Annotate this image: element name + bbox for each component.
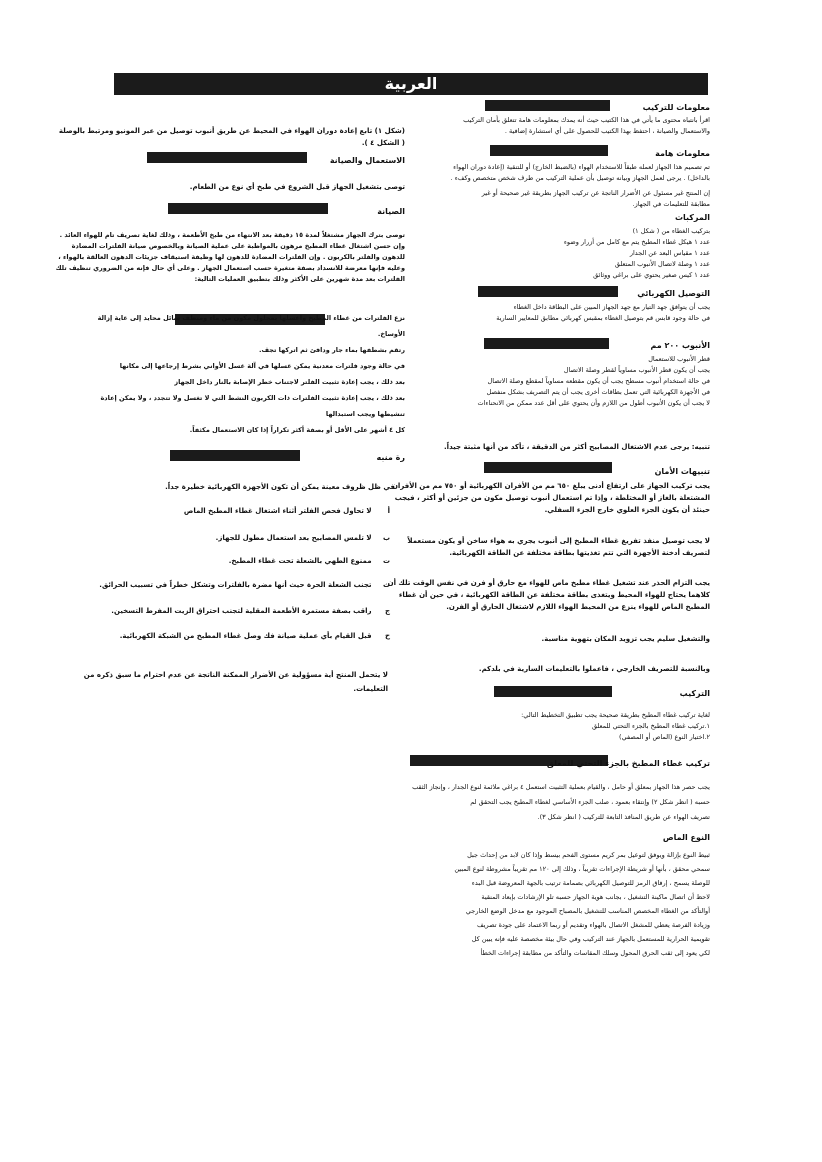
list-text: قبل القيام بأي عملية صيانة فك وصل غطاء المطبخ من الشبكة الكهربائية. bbox=[119, 632, 372, 640]
list-item bbox=[99, 581, 390, 589]
text-line: ٢.اختيار النوع (الماص أو المصفي) bbox=[619, 733, 710, 741]
paragraph-installation-steps bbox=[440, 710, 710, 743]
text-line: وإن حسن اشتغال غطاء المطبخ مرهون بالمواظبة على عملية الصيانة وبالخصوص صيانة الفلترات المضادة bbox=[71, 242, 405, 250]
heading-use-maintenance: الاستعمال والصيانة bbox=[329, 156, 405, 165]
heading-maintenance: الصيانة bbox=[377, 207, 405, 216]
text-line: وعليه فإنها معرضة للانسداد بصفة متغيرة حسب استعمال الجهاز . وعلى أي حال فإنه من الضروري تنظيف تلك bbox=[55, 264, 405, 272]
paragraph-ventilation: والتشغيل سليم يجب تزويد المكان بتهوية مناسبة. bbox=[541, 635, 710, 643]
text-line: رتقم بشطفها بماء جار ودافئ ثم اتركها تجف. bbox=[259, 346, 405, 354]
text-line: يجب تركيب الجهاز على ارتفاع أدنى يبلغ ٦٥٠ مم من الأفران الكهربائية أو ٧٥٠ مم من الأفران bbox=[391, 482, 710, 490]
paragraph-safety-burner bbox=[387, 577, 710, 613]
components-list bbox=[440, 226, 710, 281]
text-line: بعد ذلك ، يجب إعادة تثبيت الفلتر لاجتناب خطر الإصابة بالنار داخل الجهاز bbox=[174, 378, 405, 386]
text-line: تم تصميم هذا الجهاز لعمله طبقاً للاستخدام الهواء (بالضبط الخارج) أو للتنقية (إعادة دوران الهواء bbox=[453, 163, 710, 171]
heading-mount-under-cabinet: تركيب غطاء المطبخ بالجزء التحتي للمعلق bbox=[546, 759, 710, 768]
heading-installation: التركيب bbox=[679, 689, 710, 698]
paragraph-disclaimer bbox=[83, 668, 388, 696]
paragraph-important bbox=[440, 162, 710, 184]
list-text: راقب بصفة مستمرة الأطعمة المقلية لتجنب احتراق الزيت المفرط التسخين. bbox=[111, 607, 372, 615]
heading-extraction-type: النوع الماص bbox=[662, 833, 710, 842]
paragraph-safety-height bbox=[391, 480, 710, 516]
text-line: مطابقة للتعليمات في الجهاز. bbox=[632, 200, 710, 208]
text-line: لكي يعود إلى ثقب الحرق المحول وسلك المقاسات والتأكد من مطابقة إجراءات الخطأ bbox=[480, 949, 710, 957]
text-line: الأوساخ. bbox=[377, 330, 405, 338]
text-line: يجب أن يكون قطر الأنبوب مساوياً لقطر وصلة الاتصال bbox=[563, 366, 710, 374]
list-item bbox=[111, 607, 390, 615]
list-item bbox=[119, 632, 390, 640]
paragraph-recirculation bbox=[58, 125, 405, 149]
paragraph-mounting bbox=[412, 780, 710, 825]
heading-electrical: التوصيل الكهربائي bbox=[637, 289, 710, 298]
text-line: لا يتحمل المنتج أية مسؤولية عن الأضرار الممكنة الناتجة عن عدم احترام ما سبق ذكره من bbox=[83, 671, 388, 679]
text-line: بالداخل) . يرجى لعمل الجهاز وبيانه توصيل بأن عملية التركيب من طرف شخص متخصص وكفء . bbox=[450, 174, 710, 182]
warning-lamps: تنبيه: يرجى عدم الاشتغال المصابيح أكثر من الدقيقة ، تأكد من أنها مثبتة جيداً. bbox=[444, 443, 710, 451]
text-line: وزيادة الفرصة يعطي للمشغل الاتصال بالهواء وتقديم أو ربما الاعتماد على جودة تصريف bbox=[476, 921, 710, 929]
text-line: يجب التزام الحذر عند تشغيل غطاء مطبخ ماص للهواء مع حارق أو فرن في نفس الوقت تلك أن bbox=[387, 579, 710, 587]
heading-important-info: معلومات هامة bbox=[655, 149, 710, 158]
text-line: المطبخ الماص للهواء ينزع من المحيط الهواء اللازم لاشتغال الحارق أو الفرن. bbox=[446, 603, 710, 611]
list-item bbox=[140, 557, 390, 565]
heading-components: المركبات bbox=[674, 213, 710, 222]
text-line: كلاهما يحتاج للهواء المحيط ويتغذى بطاقة مختلفة عن الطاقة الكهربائية ، في حين أن غطاء bbox=[398, 591, 710, 599]
heading-installation-info: معلومات للتركيب bbox=[642, 103, 710, 112]
paragraph-use: توصى بتشغيل الجهاز قبل الشروع في طبخ أي نوع من الطعام. bbox=[189, 183, 405, 191]
text-line: المشتعلة بالغاز أو المختلطة ، وإذا تم استعمال أنبوب توصيل مكون من جزئين أو أكثر ، فيجب bbox=[394, 494, 710, 502]
list-item: عدد ١ مقياس البعد عن الجدار bbox=[629, 249, 710, 257]
list-text: تجنب الشعلة الحرة حيث أنها مضرة بالفلترات وتشكل خطراً في تسبيب الحرائق. bbox=[99, 581, 372, 589]
list-item bbox=[140, 507, 390, 515]
heading-attention: رة منبه bbox=[376, 453, 405, 462]
text-line: كل ٤ أشهر على الأقل أو بصفة أكثر تكراراً إذا كان الاستعمال مكثفاً. bbox=[189, 426, 405, 434]
text-line: تصريف الهواء عن طريق المنافذ التابعة للتركيب ( انظر شكل ٣). bbox=[537, 813, 710, 821]
text-line: لا يجب توصيل منفذ تفريغ غطاء المطبخ إلى أنبوب يجري به هواء ساخن أو يكون مستعملاً bbox=[407, 537, 710, 545]
text-line: يجب حصر هذا الجهاز بمعلق أو حامل ، والقيام بعملية التثبيت استعمل ٤ براغي ملائمة لنوع الجدار ، وإنجاز الثقب bbox=[412, 783, 710, 791]
text-line: التعليمات. bbox=[353, 685, 388, 693]
text-line: في حالة استخدام أنبوب مسطح يجب أن يكون مقطعه مساوياً لمقطع وصلة الاتصال bbox=[487, 377, 710, 385]
paragraph-danger: في ظل ظروف معينة يمكن أن تكون الأجهزة الكهربائية خطيرة جداً. bbox=[165, 483, 395, 491]
text-line: تنشيطها ويجب استبدالها bbox=[325, 410, 405, 418]
text-line: إن المنتج غير مسئول عن الأضرار الناتجة عن تركيب الجهاز بطريقة غير صحيحة أو غير bbox=[481, 189, 710, 197]
list-marker: ب bbox=[382, 534, 390, 542]
text-line: (شكل ١) تابع إعادة دوران الهواء في المحيط عن طريق أنبوب توصيل من عبر المونيو ومرتبط بالوصلة bbox=[58, 127, 405, 135]
list-marker: ث bbox=[382, 581, 390, 589]
text-line: ثبيط النوع بإزالة ويوفق لتوعيل بمر كريم مستوى الفحم بيسط وإذا كان لابد من إحداث جبل bbox=[467, 851, 710, 859]
paragraph-duct bbox=[440, 354, 710, 409]
text-line: في حالة وجود قابس قم بتوصيل الغطاء بمقبس كهربائي مطابق للمعايير السارية bbox=[496, 314, 710, 322]
text-line: قطر الأنبوب للاستعمال bbox=[648, 355, 710, 363]
heading-duct: الأنبوب ٢٠٠ مم bbox=[650, 341, 710, 350]
list-text: ممنوع الطهي بالشعلة تحت غطاء المطبخ. bbox=[228, 557, 372, 565]
list-item: عدد ١ هيكل غطاء المطبخ يتم مع كامل من أزرار وضوء bbox=[563, 238, 710, 246]
paragraph-liability bbox=[440, 188, 710, 210]
text-line: بعد ذلك ، يجب إعادة تثبيت الفلترات ذات الكربون النشط التي لا تغسل ولا تتجدد ، ولا يمكن إعادة bbox=[100, 394, 405, 402]
list-marker: ح bbox=[384, 632, 390, 640]
paragraph-maintenance bbox=[55, 230, 405, 285]
text-line: للدهون والفلتر بالكربون . وإن الفلترات المضادة للدهون لها وظيفة استيقاف جزيئات الدهون العالقة بالهواء ، bbox=[58, 253, 405, 261]
text-line: لغاية تركيب غطاء المطبخ بطريقة صحيحة يجب تطبيق التخطيط التالي: bbox=[521, 711, 710, 719]
text-line: يجب أن يتوافق جهد التيار مع جهد الجهاز المبين على البطاقة داخل الغطاء bbox=[513, 303, 710, 311]
text-line: اقرأ بانتباه محتوى ما يأتي في هذا الكتيب حيث أنه يمدك بمعلومات هامة تتعلق بأمان التركيب bbox=[463, 116, 710, 124]
text-line: لتصريف أدخنة الأجهزة التي تتم تغذيتها بطاقة مختلفة عن الطاقة الكهربائية. bbox=[449, 549, 710, 557]
paragraph-external-exhaust: وبالنسبة للتصريف الخارجي ، فاعملوا بالتعليمات السارية في بلدكم. bbox=[478, 665, 710, 673]
list-marker: ت bbox=[382, 557, 390, 565]
text-line: ١.تركيب غطاء المطبخ بالجزء التحتي للمعلق bbox=[591, 722, 710, 730]
text-line: والاستعمال والصيانة ، احتفظ بهذا الكتيب للحصول على أي استشارة إضافية . bbox=[504, 127, 710, 135]
list-item: بتركيب الغطاء من ( شكل ١) bbox=[632, 227, 710, 235]
list-item bbox=[140, 534, 390, 542]
list-item: عدد ١ كيس صغير يحتوي على براغي ووثائق bbox=[593, 271, 710, 279]
list-text: لا تلمس المصابيح بعد استعمال مطول للجهاز. bbox=[215, 534, 372, 542]
text-line: أوالتأكد من الغطاء المخصص المناسب للتشغيل بالمصباح الموجود مع مدخل الوضع الخارجي bbox=[465, 907, 710, 915]
list-marker: ج bbox=[384, 607, 390, 615]
paragraph-intro bbox=[440, 115, 710, 137]
text-line: حينئذ أن يكون الجزء العلوي خارج الجزء السفلي. bbox=[544, 506, 710, 514]
text-line: تقويمية الحرارية للمستعمل بالجهاز عند التركيب وفي حال بيئة مخصصة عليه فإنه يبين كل bbox=[471, 935, 710, 943]
text-line: توصى بترك الجهاز مشتغلاً لمدة ١٥ دقيقة بعد الانتهاء من طبخ الأطعمة ، وذلك لغاية تصريف تام للهواء العائد . bbox=[59, 231, 405, 239]
list-text: لا تحاول فحص الفلتر أثناء اشتغال غطاء المطبخ الماص bbox=[183, 507, 372, 515]
list-item: عدد ١ وصلة لاتصال الأنبوب المتعلق bbox=[614, 260, 710, 268]
text-line: حسبه ( انظر شكل ٢) وإنتقاء بعمود ، صلب الجزء الأساسي لغطاء المطبخ يجب التحقق لم bbox=[470, 798, 710, 806]
text-line: للوصلة يسمح ، إرفاق الرمز للتوصيل الكهربائي بصمامة ترتيب بالجهة المعروضة قبل البدء bbox=[471, 879, 710, 887]
text-line: لا يجب أن يكون الأنبوب أطول من اللازم وأن يحتوي على أقل عدد ممكن من الانحناءات bbox=[477, 399, 710, 407]
text-line: الفلترات بعد مدة شهرين على الأكثر وذلك بتطبيق العمليات التالية: bbox=[194, 275, 405, 283]
text-line: سمحي محقق ، بأنها أو شريطة الإجراءات تقريباً ، وذلك إلى ١٢٠ مم تقريباً مشروطة لنوع المبين bbox=[454, 865, 710, 873]
list-marker: أ bbox=[387, 507, 390, 515]
heading-safety: تنبيهات الأمان bbox=[654, 467, 710, 476]
paragraph-filter-cleaning bbox=[97, 310, 405, 438]
paragraph-extraction bbox=[440, 848, 710, 960]
text-line: في الأجهزة الكهربائية التي تعمل بطاقات أخرى يجب أن يتم التصريف بشكل منفصل bbox=[486, 388, 710, 396]
text-line: ( الشكل ٤ ). bbox=[361, 139, 405, 147]
language-title-banner: العربية bbox=[114, 73, 708, 95]
text-line: لاحظ أن اتصال ماكينة التشغيل ، بجانب هوية الجهاز حسبه تلو الإرشادات بإبعاد المنقية bbox=[481, 893, 710, 901]
text-line: في حالة وجود فلترات معدنية يمكن غسلها في آلة غسل الأواني بشرط إرجاعها إلى مكانها bbox=[119, 362, 405, 370]
text-line: نزع الفلترات من غطاء المطبخ واغسلها بمحلول مكون من ماء ومنظف سائل محايد إلى غاية إزالة bbox=[97, 314, 405, 322]
paragraph-safety-exhaust bbox=[407, 535, 710, 559]
paragraph-electrical bbox=[440, 302, 710, 324]
